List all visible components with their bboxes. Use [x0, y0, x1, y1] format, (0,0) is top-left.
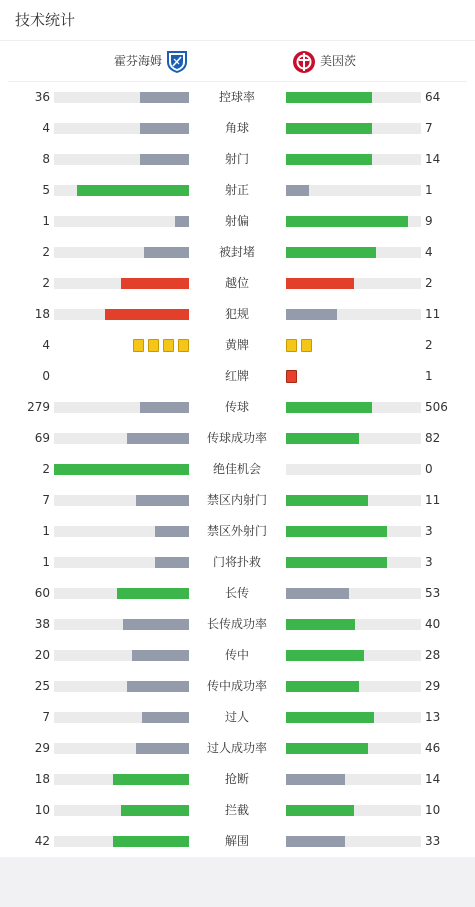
home-bar	[105, 309, 189, 320]
home-bar	[113, 836, 189, 847]
away-value: 0	[425, 462, 433, 476]
away-bar-track	[286, 650, 421, 661]
stat-row	[0, 275, 475, 306]
stat-label: 长传	[224, 586, 249, 600]
stat-label: 抢断	[224, 772, 249, 786]
home-bar	[144, 247, 189, 258]
away-bar-track	[286, 123, 421, 134]
away-value: 40	[425, 617, 441, 631]
home-bar-track	[54, 526, 189, 537]
home-bar-track	[54, 92, 189, 103]
away-value: 11	[425, 307, 441, 321]
yellow-card-icon	[133, 339, 144, 352]
away-value: 82	[425, 431, 441, 445]
away-value: 46	[425, 741, 441, 755]
home-value: 60	[34, 586, 50, 600]
home-bar-track	[54, 774, 189, 785]
section-title: 技术统计	[15, 11, 76, 29]
stat-row	[0, 492, 475, 523]
away-value: 3	[425, 555, 433, 569]
home-value: 38	[34, 617, 50, 631]
home-value: 18	[34, 772, 50, 786]
away-bar-track	[286, 185, 421, 196]
away-value: 64	[425, 90, 441, 104]
away-bar	[286, 247, 376, 258]
stat-row	[0, 647, 475, 678]
stat-label: 门将扑救	[212, 555, 261, 569]
away-bar	[286, 154, 372, 165]
away-value: 4	[425, 245, 433, 259]
stat-row	[0, 430, 475, 461]
stat-label: 被封堵	[218, 245, 255, 259]
away-bar	[286, 216, 408, 227]
home-bar	[140, 154, 189, 165]
header-divider	[8, 81, 467, 82]
away-bar-track	[286, 154, 421, 165]
home-bar	[113, 774, 189, 785]
away-value: 9	[425, 214, 433, 228]
away-value: 14	[425, 152, 441, 166]
stat-label: 传球	[224, 400, 249, 414]
away-bar	[286, 681, 359, 692]
stat-row	[0, 368, 475, 399]
home-bar	[155, 557, 189, 568]
stat-row	[0, 337, 475, 368]
away-bar	[286, 805, 354, 816]
home-value: 69	[34, 431, 50, 445]
stat-row	[0, 213, 475, 244]
home-bar-track	[54, 247, 189, 258]
home-bar-track	[54, 495, 189, 506]
away-bar	[286, 557, 387, 568]
home-value: 5	[42, 183, 50, 197]
stat-label: 传中	[224, 648, 249, 662]
home-bar	[127, 433, 189, 444]
away-value: 33	[425, 834, 441, 848]
stat-label: 犯规	[224, 307, 249, 321]
home-value: 1	[42, 214, 50, 228]
home-bar-track	[54, 681, 189, 692]
home-bar	[140, 92, 189, 103]
away-cards	[286, 370, 297, 383]
home-bar	[117, 588, 189, 599]
away-value: 3	[425, 524, 433, 538]
home-bar-track	[54, 743, 189, 754]
away-bar-track	[286, 216, 421, 227]
home-bar	[121, 278, 189, 289]
home-bar-track	[54, 650, 189, 661]
home-value: 1	[42, 555, 50, 569]
away-value: 13	[425, 710, 441, 724]
stat-row	[0, 89, 475, 120]
home-bar	[132, 650, 189, 661]
home-value: 7	[42, 710, 50, 724]
stat-label: 越位	[224, 276, 249, 290]
home-value: 25	[34, 679, 50, 693]
away-value: 14	[425, 772, 441, 786]
away-bar	[286, 495, 368, 506]
home-bar-track	[54, 464, 189, 475]
stat-label: 角球	[224, 121, 249, 135]
away-bar	[286, 712, 374, 723]
home-bar	[136, 495, 189, 506]
stat-label: 红牌	[224, 369, 249, 383]
away-value: 29	[425, 679, 441, 693]
away-bar	[286, 836, 345, 847]
away-bar-track	[286, 743, 421, 754]
away-bar	[286, 92, 372, 103]
stat-label: 过人成功率	[206, 741, 267, 755]
home-bar-track	[54, 836, 189, 847]
away-value: 506	[425, 400, 448, 414]
home-value: 4	[42, 121, 50, 135]
home-bar-track	[54, 123, 189, 134]
away-bar	[286, 123, 372, 134]
away-bar-track	[286, 495, 421, 506]
stat-label: 传球成功率	[206, 431, 267, 445]
stat-label: 黄牌	[224, 338, 249, 352]
away-bar-track	[286, 557, 421, 568]
stat-label: 射门	[224, 152, 249, 166]
home-value: 1	[42, 524, 50, 538]
away-bar	[286, 278, 354, 289]
away-bar	[286, 433, 359, 444]
home-value: 29	[34, 741, 50, 755]
stat-row	[0, 306, 475, 337]
away-value: 1	[425, 369, 433, 383]
yellow-card-icon	[163, 339, 174, 352]
home-bar-track	[54, 309, 189, 320]
home-bar-track	[54, 402, 189, 413]
away-bar-track	[286, 805, 421, 816]
home-bar-track	[54, 588, 189, 599]
away-bar	[286, 526, 387, 537]
away-value: 2	[425, 276, 433, 290]
stat-label: 禁区外射门	[206, 524, 267, 538]
stat-row	[0, 585, 475, 616]
stat-row	[0, 802, 475, 833]
home-value: 18	[34, 307, 50, 321]
home-team-name: 霍芬海姆	[113, 54, 162, 68]
home-bar	[123, 619, 189, 630]
away-bar	[286, 402, 372, 413]
away-value: 2	[425, 338, 433, 352]
yellow-card-icon	[148, 339, 159, 352]
home-value: 4	[42, 338, 50, 352]
stat-row	[0, 399, 475, 430]
away-bar-track	[286, 402, 421, 413]
home-bar	[140, 123, 189, 134]
home-bar	[155, 526, 189, 537]
away-bar-track	[286, 92, 421, 103]
home-bar-track	[54, 185, 189, 196]
stat-label: 传中成功率	[206, 679, 267, 693]
away-bar-track	[286, 681, 421, 692]
home-value: 20	[34, 648, 50, 662]
stat-row	[0, 709, 475, 740]
away-value: 28	[425, 648, 441, 662]
home-bar-track	[54, 557, 189, 568]
stat-label: 射偏	[224, 214, 249, 228]
home-bar	[121, 805, 189, 816]
away-bar	[286, 309, 337, 320]
away-bar-track	[286, 712, 421, 723]
home-value: 0	[42, 369, 50, 383]
stat-row	[0, 554, 475, 585]
home-bar	[54, 464, 189, 475]
away-value: 7	[425, 121, 433, 135]
home-value: 8	[42, 152, 50, 166]
away-value: 1	[425, 183, 433, 197]
home-bar-track	[54, 216, 189, 227]
stat-row	[0, 616, 475, 647]
stat-row	[0, 523, 475, 554]
stat-row	[0, 740, 475, 771]
home-bar	[77, 185, 189, 196]
stat-label: 控球率	[218, 90, 255, 104]
away-value: 53	[425, 586, 441, 600]
stat-row	[0, 244, 475, 275]
home-value: 42	[34, 834, 50, 848]
home-bar-track	[54, 619, 189, 630]
stat-label: 拦截	[224, 803, 249, 817]
stat-row	[0, 461, 475, 492]
home-value: 279	[27, 400, 50, 414]
away-cards	[286, 339, 312, 352]
home-bar	[136, 743, 189, 754]
home-bar-track	[54, 278, 189, 289]
stat-row	[0, 182, 475, 213]
away-bar	[286, 588, 349, 599]
away-team-name: 美因茨	[320, 54, 357, 68]
away-value: 11	[425, 493, 441, 507]
home-bar-track	[54, 433, 189, 444]
away-bar	[286, 650, 364, 661]
away-bar-track	[286, 588, 421, 599]
away-bar-track	[286, 278, 421, 289]
stat-row	[0, 771, 475, 802]
stat-label: 禁区内射门	[206, 493, 267, 507]
home-bar-track	[54, 712, 189, 723]
home-value: 2	[42, 276, 50, 290]
home-bar	[127, 681, 189, 692]
home-bar-track	[54, 154, 189, 165]
stat-row	[0, 678, 475, 709]
away-bar	[286, 619, 355, 630]
yellow-card-icon	[286, 339, 297, 352]
home-value: 10	[34, 803, 50, 817]
home-bar	[140, 402, 189, 413]
home-bar	[142, 712, 189, 723]
stat-label: 解围	[224, 834, 249, 848]
home-value: 2	[42, 245, 50, 259]
away-bar	[286, 185, 309, 196]
away-bar-track	[286, 247, 421, 258]
home-value: 2	[42, 462, 50, 476]
away-bar-track	[286, 526, 421, 537]
stat-row	[0, 833, 475, 864]
away-bar-track	[286, 309, 421, 320]
stat-label: 绝佳机会	[212, 462, 261, 476]
home-value: 7	[42, 493, 50, 507]
away-bar-track	[286, 433, 421, 444]
away-bar-track	[286, 836, 421, 847]
away-bar-track	[286, 619, 421, 630]
yellow-card-icon	[301, 339, 312, 352]
home-bar-track	[54, 805, 189, 816]
away-bar	[286, 774, 345, 785]
away-bar	[286, 743, 368, 754]
away-bar-track	[286, 774, 421, 785]
stat-label: 射正	[224, 183, 249, 197]
title-divider	[0, 40, 475, 41]
red-card-icon	[286, 370, 297, 383]
home-cards	[133, 339, 189, 352]
away-bar-track	[286, 464, 421, 475]
hoffenheim-crest-icon	[165, 48, 189, 74]
stat-label: 过人	[224, 710, 249, 724]
stat-row	[0, 120, 475, 151]
stat-label: 长传成功率	[206, 617, 267, 631]
away-value: 10	[425, 803, 441, 817]
mainz-crest-icon	[292, 50, 316, 74]
home-value: 36	[34, 90, 50, 104]
stat-row	[0, 151, 475, 182]
